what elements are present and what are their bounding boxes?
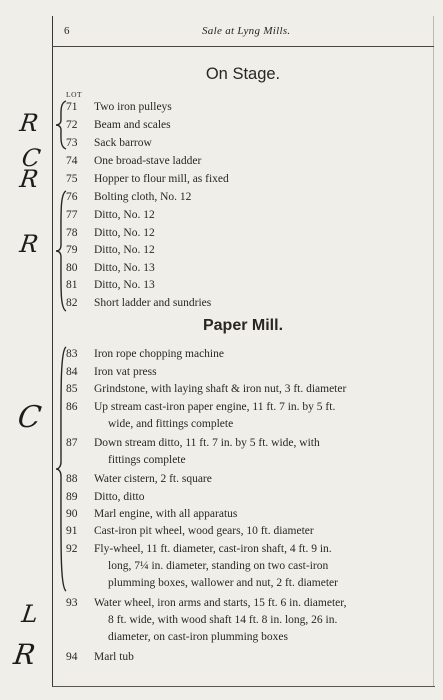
lot-number: 85 <box>66 383 78 395</box>
brace-group-71-73 <box>55 100 69 150</box>
lot-number: 91 <box>66 525 78 537</box>
lot-number: 86 <box>66 401 78 413</box>
lot-number: 78 <box>66 227 78 239</box>
lot-number: 84 <box>66 366 78 378</box>
lot-number: 73 <box>66 137 78 149</box>
brace-group-76-82 <box>55 190 69 312</box>
lot-number: 89 <box>66 491 78 503</box>
lot-description: Sack barrow <box>94 137 152 149</box>
section-heading-paper-mill: Paper Mill. <box>202 317 284 334</box>
page-edge <box>433 16 434 686</box>
lot-description: Ditto, No. 13 <box>94 262 155 274</box>
lot-description-line: 8 ft. wide, with wood shaft 14 ft. 8 in. long, 26 in. <box>108 614 338 626</box>
lot-number: 92 <box>66 543 78 555</box>
page-number: 6 <box>64 25 70 37</box>
lot-number: 87 <box>66 437 78 449</box>
section-heading-on-stage: On Stage. <box>205 65 281 83</box>
lot-description: Iron rope chopping machine <box>94 348 224 360</box>
lot-description: Short ladder and sundries <box>94 297 212 309</box>
margin-mark-71-73: R <box>18 109 41 137</box>
lot-description-line: diameter, on cast-iron plumming boxes <box>108 631 288 643</box>
lot-description: Water cistern, 2 ft. square <box>94 473 212 485</box>
running-title: Sale at Lyng Mills. <box>202 25 291 37</box>
lot-number: 88 <box>66 473 78 485</box>
lot-description: One broad-stave ladder <box>94 155 202 167</box>
lot-column-label: LOT <box>66 90 83 99</box>
lot-number: 75 <box>66 173 78 185</box>
lot-description-line: fittings complete <box>108 454 186 466</box>
lot-description: Up stream cast-iron paper engine, 11 ft. 7 in. by 5 ft. <box>94 401 336 413</box>
lot-number: 81 <box>66 279 78 291</box>
lot-description: Down stream ditto, 11 ft. 7 in. by 5 ft. wide, with <box>94 437 320 449</box>
margin-mark-83-92: C <box>15 400 44 435</box>
lot-number: 82 <box>66 297 78 309</box>
lot-description: Hopper to flour mill, as fixed <box>94 173 229 185</box>
lot-number: 83 <box>66 348 78 360</box>
lot-number: 93 <box>66 597 78 609</box>
lot-description: Cast-iron pit wheel, wood gears, 10 ft. diameter <box>94 525 314 537</box>
lot-description: Grindstone, with laying shaft & iron nut, 3 ft. diameter <box>94 383 347 395</box>
lot-description: Ditto, ditto <box>94 491 145 503</box>
lot-number: 94 <box>66 651 78 663</box>
margin-mark-94: R <box>11 638 38 671</box>
lot-description: Ditto, No. 13 <box>94 279 155 291</box>
lot-description-line: plumming boxes, wallower and nut, 2 ft. diameter <box>108 577 338 589</box>
lot-number: 79 <box>66 244 78 256</box>
lot-number: 74 <box>66 155 78 167</box>
lot-number: 80 <box>66 262 78 274</box>
margin-mark-74: C <box>20 144 43 172</box>
lot-description: Ditto, No. 12 <box>94 209 155 221</box>
lot-description: Marl engine, with all apparatus <box>94 508 238 520</box>
lot-number: 72 <box>66 119 78 131</box>
margin-mark-75: R <box>18 165 41 193</box>
running-header <box>52 16 434 47</box>
lot-description-line: wide, and fittings complete <box>108 418 234 430</box>
lot-description: Fly-wheel, 11 ft. diameter, cast-iron shaft, 4 ft. 9 in. <box>94 543 332 555</box>
lot-description: Ditto, No. 12 <box>94 227 155 239</box>
lot-number: 77 <box>66 209 78 221</box>
lot-number: 90 <box>66 508 78 520</box>
brace-group-83-92 <box>55 346 69 592</box>
lot-description: Marl tub <box>94 651 134 663</box>
lot-description-line: long, 7¼ in. diameter, standing on two cast-iron <box>108 560 329 572</box>
lot-description: Ditto, No. 12 <box>94 244 155 256</box>
lot-description: Beam and scales <box>94 119 171 131</box>
lot-description: Water wheel, iron arms and starts, 15 ft. 6 in. diameter, <box>94 597 347 609</box>
margin-mark-93: L <box>20 600 40 628</box>
lot-number: 71 <box>66 101 78 113</box>
lot-description: Iron vat press <box>94 366 157 378</box>
margin-mark-76-82: R <box>18 230 41 258</box>
lot-number: 76 <box>66 191 78 203</box>
lot-description: Bolting cloth, No. 12 <box>94 191 192 203</box>
lot-description: Two iron pulleys <box>94 101 172 113</box>
